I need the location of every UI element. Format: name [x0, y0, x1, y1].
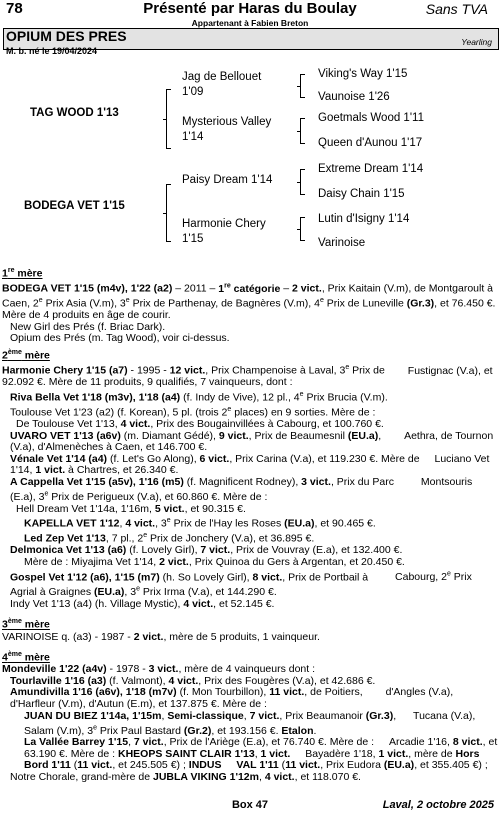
horse-category: Yearling — [461, 37, 492, 47]
produce-notre-chorale: Notre Chorale, grand-mère de JUBLA VIKING 1'12m, 4 vict., et 118.070 €. — [10, 771, 361, 784]
produce-hell-dream: Hell Dream Vet 1'14a, 1'16m, 5 vict., et 90.315 €. — [16, 502, 246, 515]
sale-place-date: Laval, 2 octobre 2025 — [382, 799, 494, 811]
produce-kapella: KAPELLA VET 1'12, 4 vict., 3e Prix de l'Hay les Roses (EU.a), et 90.465 €. — [24, 517, 376, 530]
produce-a-cappella: A Cappella Vet 1'15 (a5v), 1'16 (m5) (f. Magnificent Rodney), 3 vict., Prix du Parc Montsouris (E.a), 3e Prix de Perigueux (V.a), et 60.860 €. Mère de : — [10, 476, 473, 504]
produce-gospel: Gospel Vet 1'12 (a6), 1'15 (m7) (h. So Lovely Girl), 8 vict., Prix de Portbail à Cabourg, 2e Prix Agrial à Graignes (EU.a), 3e Prix Irma (V.a), et 144.290 €. — [10, 570, 472, 599]
brace-sire — [166, 89, 171, 149]
section-2nd-dam: 2ème mère — [2, 349, 50, 362]
section-1st-dam: 1re mère — [2, 267, 43, 280]
grandsire-paternal: Jag de Bellouet 1'09 — [182, 71, 262, 98]
ggp-7: Lutin d'Isigny 1'14 — [318, 213, 410, 225]
second-dam-record: Harmonie Chery 1'15 (a7) - 1995 - 12 vict., Prix Champenoise à Laval, 3e Prix de Fustignac (V.a), et 92.092 €. Mère de 11 produits, 9 qualifiés, 7 vainqueurs, dont : — [2, 364, 493, 389]
ggp-2: Vaunoise 1'26 — [318, 91, 390, 103]
grandsire-maternal: Paisy Dream 1'14 — [182, 174, 273, 186]
section-4th-dam: 4ème mère — [2, 651, 50, 664]
produce-riva-bella: Riva Bella Vet 1'18 (m3v), 1'18 (a4) (f. Indy de Vive), 12 pl., 4e Prix Brucia (V.m). — [10, 390, 388, 404]
produce-indy: Indy Vet 1'13 (a4) (h. Village Mystic), 4 vict., et 52.145 €. — [10, 597, 275, 610]
fourth-dam-record: Mondeville 1'22 (a4v) - 1978 - 3 vict., mère de 4 vainqueurs dont : — [2, 663, 316, 676]
dam-record: BODEGA VET 1'15 (m4v), 1'22 (a2) – 2011 – 1re catégorie – 2 vict., Prix Kaitain (V.m), de Montgaroult à Caen, 2e Prix Asia (V.m), 3e Prix de Parthenay, de Bagnères (V.m), 4e Prix de Luneville (Gr.3), et 76.450 €. Mère de 4 produits en âge de courir. — [2, 282, 496, 322]
lot-number: 78 — [6, 0, 23, 17]
consignor-title: Présenté par Haras du Boulay — [143, 0, 357, 17]
produce-juan-du-biez: JUAN DU BIEZ 1'14a, 1'15m, Semi-classique, 7 vict., Prix Beaumanoir (Gr.3), Tucana (V.a), Salam (V.m), 3e Prix Paul Bastard (Gr.2), et 193.156 €. Etalon. — [24, 709, 476, 737]
produce-tourlaville: Tourlaville 1'16 (a3) (f. Valmont), 4 vict., Prix des Fougères (V.a), et 42.686 €. — [10, 674, 376, 687]
horse-name: OPIUM DES PRES — [6, 28, 127, 44]
brace-dd — [300, 217, 305, 241]
produce-miyajima: Mère de : Miyajima Vet 1'14, 2 vict., Prix Quinoa du Gers à Argentan, et 20.450 €. — [24, 556, 405, 569]
ggp-8: Varinoise — [318, 237, 366, 249]
produce-amundivilla: Amundivilla 1'16 (a6v), 1'18 (m7v) (f. Mon Tourbillon), 11 vict., de Poitiers, d'Angles (V.a), d'Harfleur (V.m), d'Autun (E.m), et 137.875 €. Mère de : — [10, 686, 454, 710]
owner-line: Appartenant à Fabien Breton — [191, 18, 309, 28]
produce-delmonica: Delmonica Vet 1'13 (a6) (f. Lovely Girl), 7 vict., Prix de Vouvray (E.a), et 132.400 €. — [10, 544, 403, 557]
ggp-3: Goetmals Wood 1'11 — [318, 112, 424, 124]
brace-ss — [300, 74, 305, 98]
dam-produce-1: New Girl des Prés (f. Briac Dark). — [10, 320, 166, 333]
produce-uvaro: UVARO VET 1'13 (a6v) (m. Diamant Gédé), 9 vict., Prix de Beaumesnil (EU.a), Aethra, de Tournon (V.a), d'Almenèches à Caen, et 146.700 €. — [10, 429, 494, 454]
tax-status: Sans TVA — [425, 1, 488, 17]
brace-sd — [300, 118, 305, 144]
produce-led-zep: Led Zep Vet 1'13, 7 pl., 2e Prix de Jonchery (V.a), et 36.895 €. — [24, 532, 315, 545]
dam-produce-2: Opium des Prés (m. Tag Wood), voir ci-dessus. — [10, 332, 230, 345]
third-dam-record: VARINOISE q. (a3) - 1987 - 2 vict., mère de 5 produits, 1 vainqueur. — [2, 630, 320, 643]
ggp-6: Daisy Chain 1'15 — [318, 188, 405, 200]
granddam-paternal: Mysterious Valley 1'14 — [182, 116, 272, 143]
ggp-1: Viking's Way 1'15 — [318, 68, 408, 80]
ggp-4: Queen d'Aunou 1'17 — [318, 137, 423, 149]
brace-ds — [300, 169, 305, 195]
dam: BODEGA VET 1'15 — [24, 200, 125, 212]
produce-de-toulouse: De Toulouse Vet 1'13, 4 vict., Prix des Bougainvillées à Cabourg, et 100.760 €. — [16, 418, 384, 431]
brace-dam — [166, 184, 171, 242]
produce-la-vallee-barrey: La Vallée Barrey 1'15, 7 vict., Prix de l'Ariège (E.a), et 76.740 €. Mère de : Arcadie 1'16, 8 vict., et 63.190 €. Mère de : KHEOPS SAINT CLAIR 1'13, 1 vict. Bayadère 1'18, 1 vict., mère de Hors Bord 1'11 (11 vict., et 245.505 €) ; INDUS VAL 1'11 (11 vict., Prix Eudora (EU.a), et 355.405 €) ; — [24, 736, 498, 772]
produce-venale: Vénale Vet 1'14 (a4) (f. Let's Go Along), 6 vict., Prix Carina (V.a), et 119.230 €. Mère de Luciano Vet 1'14, 1 vict. à Chartres, et 26.340 €. — [10, 452, 490, 477]
horse-info: M. b. né le 19/04/2024 — [6, 46, 98, 56]
ggp-5: Extreme Dream 1'14 — [318, 163, 424, 175]
box-number: Box 47 — [231, 799, 269, 811]
granddam-maternal: Harmonie Chery 1'15 — [182, 218, 266, 245]
section-3rd-dam: 3ème mère — [2, 618, 50, 631]
sire: TAG WOOD 1'13 — [30, 107, 119, 119]
maternal-family — [2, 263, 498, 784]
produce-toulouse: Toulouse Vet 1'23 (a2) (f. Korean), 5 pl. (trois 2e places) en 9 sorties. Mère de : — [10, 405, 376, 419]
